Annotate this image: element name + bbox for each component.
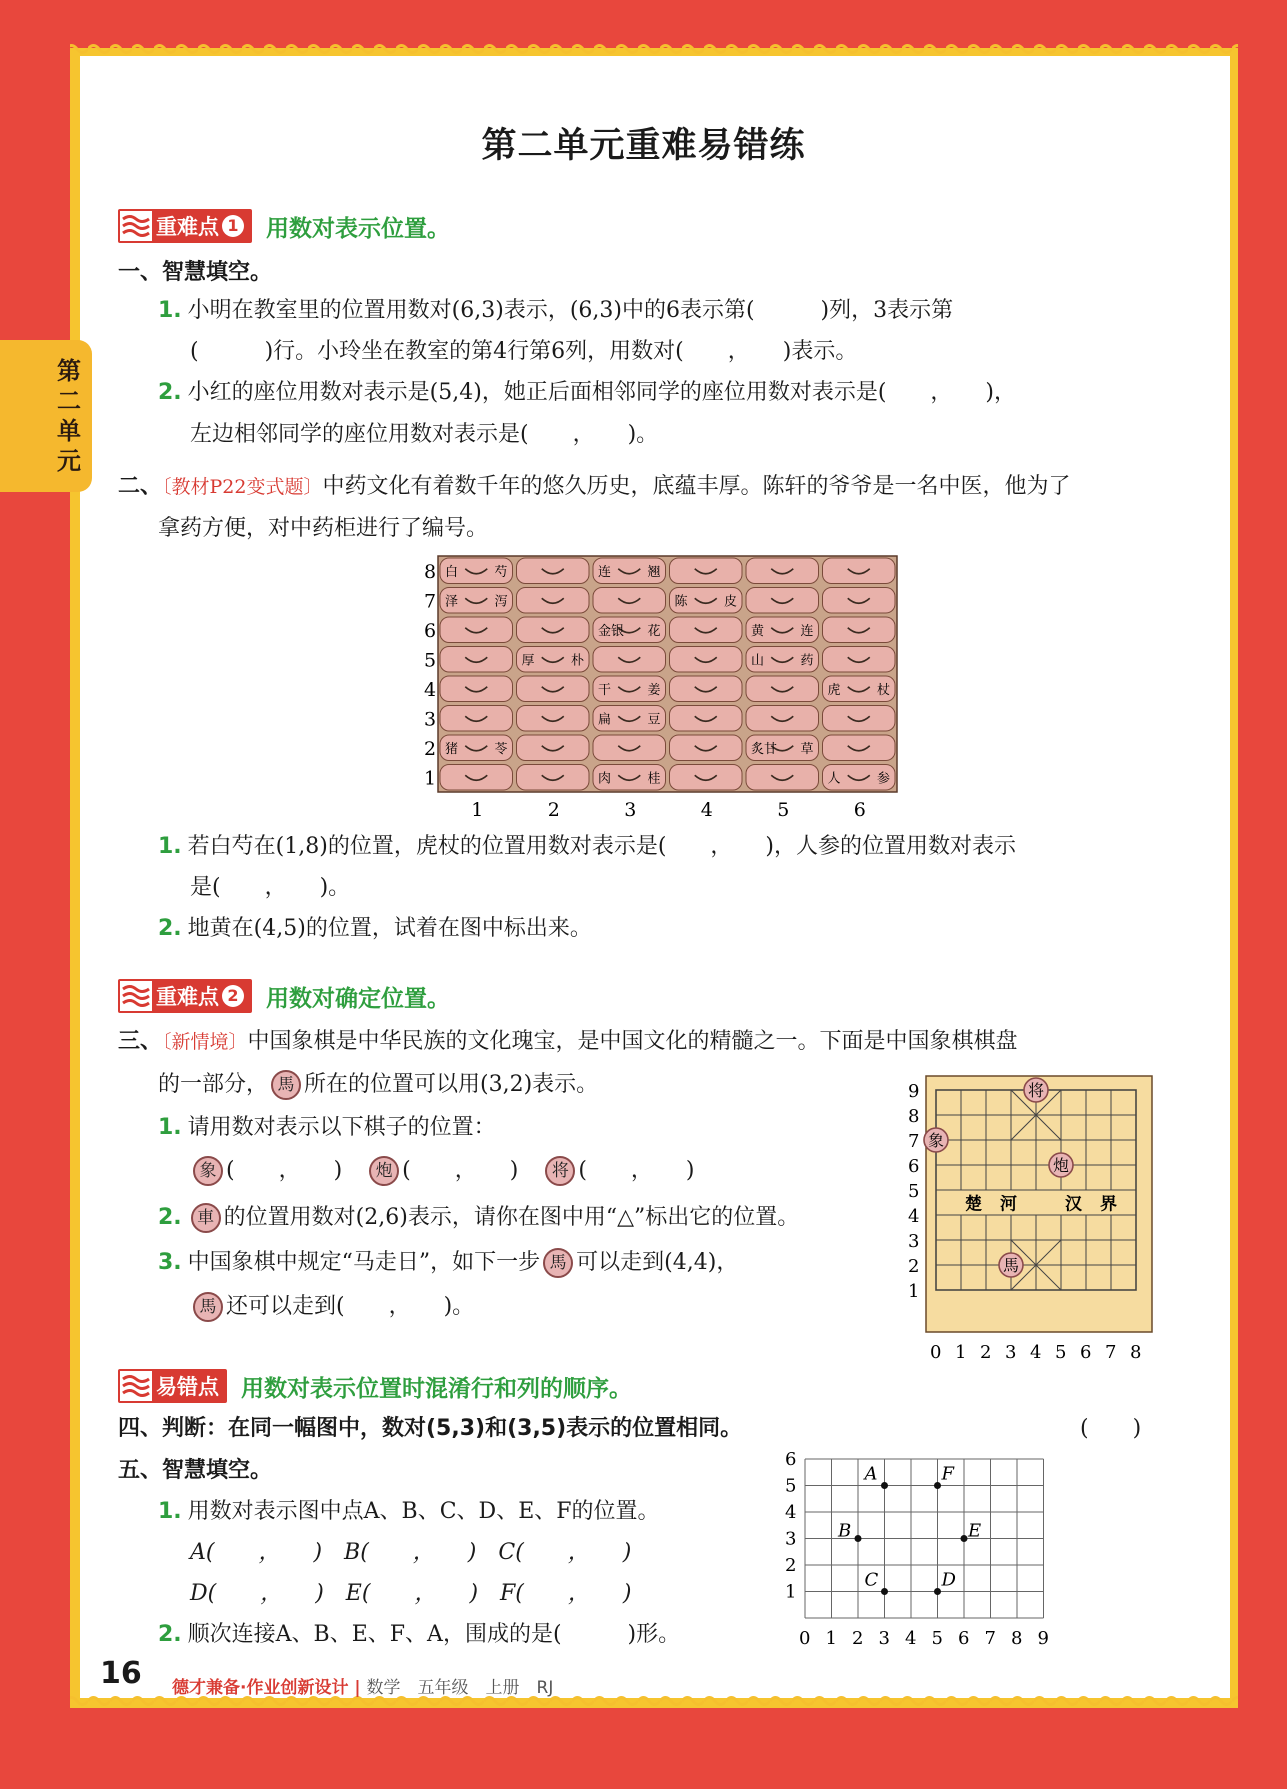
drawer [746, 588, 819, 614]
sec5-q2 [158, 1620, 680, 1650]
page-title: 第二单元重难易错练 [481, 126, 806, 166]
cabinet-col-label: 1 [471, 799, 484, 821]
drawer [670, 706, 743, 732]
river-label: 楚 [965, 1194, 982, 1215]
badge-label: 重难点 [156, 985, 219, 1009]
badge-topic: 用数对确定位置。 [266, 985, 450, 1012]
q-number: 2. [158, 916, 182, 941]
medicine-cabinet-figure [420, 552, 900, 824]
drawer [746, 558, 819, 584]
horse-piece-icon: 馬 [193, 1292, 223, 1322]
chess-y-label: 4 [908, 1206, 920, 1227]
q-number: 2. [158, 1205, 182, 1230]
herb-label-right: 姜 [647, 682, 661, 698]
blank-pair: ( ， ) [402, 1158, 519, 1183]
chess-x-label: 3 [1005, 1342, 1017, 1363]
herb-label-left: 泽 [445, 594, 459, 610]
herb-label-left: 金银 [598, 623, 625, 639]
drawer [670, 617, 743, 643]
grid-point [961, 1535, 968, 1542]
elephant-piece-icon: 象 [193, 1156, 223, 1186]
herb-label-left: 厚 [521, 653, 535, 669]
herb-label-right: 参 [877, 771, 891, 787]
cabinet-row-label: 3 [424, 708, 437, 731]
herb-label-right: 翘 [647, 564, 661, 580]
herb-label-left: 干 [598, 682, 612, 698]
herb-label-left: 猪 [445, 741, 459, 757]
herb-label-right: 芍 [494, 564, 508, 580]
q-number: 1. [158, 834, 182, 859]
grid-point-label: E [968, 1520, 982, 1542]
chess-y-label: 1 [908, 1281, 920, 1302]
grid-x-label: 4 [905, 1628, 917, 1649]
herb-label-right: 苓 [494, 741, 508, 757]
herb-label-left: 人 [827, 771, 841, 787]
footer-subtitle: 数学 五年级 上册 RJ [366, 1678, 554, 1698]
drawer [823, 706, 896, 732]
q-number: 3. [158, 1250, 182, 1275]
cabinet-row-label: 8 [424, 560, 437, 583]
drawer [440, 647, 513, 673]
q-text: 中国象棋中规定“马走日”，如下一步 [187, 1250, 541, 1275]
herb-label-left: 肉 [598, 771, 612, 787]
chess-y-label: 6 [908, 1156, 920, 1177]
chess-piece-label: 将 [1028, 1081, 1045, 1100]
q-text-2: 可以走到(4,4)， [576, 1250, 739, 1275]
chess-x-label: 5 [1055, 1342, 1067, 1363]
grid-x-label: 1 [825, 1628, 837, 1649]
grid-point [934, 1482, 941, 1489]
q-text: 地黄在(4,5)的位置，试着在图中标出来。 [187, 916, 592, 941]
drawer [746, 765, 819, 791]
q-text: 若白芍在(1,8)的位置，虎杖的位置用数对表示是( ， )，人参的位置用数对表示 [187, 834, 1016, 859]
q-number: 1. [158, 1115, 182, 1140]
q-number: 1. [158, 1499, 182, 1524]
q-text: 顺次连接A、B、E、F、A，围成的是( )形。 [187, 1622, 681, 1647]
herb-label-right: 连 [800, 623, 814, 639]
sec3-q2 [158, 1203, 799, 1233]
sec2-q2 [158, 914, 592, 944]
drawer [823, 617, 896, 643]
section-3-intro [118, 1027, 1018, 1057]
sec5-q1-row1: A( ， ) B( ， ) C( ， ) [190, 1540, 632, 1565]
grid-x-label: 6 [958, 1628, 970, 1649]
grid-x-label: 2 [852, 1628, 864, 1649]
intro-text: 中国象棋是中华民族的文化瑰宝，是中国文化的精髓之一。下面是中国象棋棋盘 [247, 1029, 1018, 1054]
grid-x-label: 8 [1011, 1628, 1023, 1649]
chess-piece-label: 炮 [1053, 1156, 1070, 1175]
grid-point [855, 1535, 862, 1542]
q-text: 请用数对表示以下棋子的位置： [187, 1115, 496, 1140]
drawer [670, 735, 743, 761]
grid-x-label: 9 [1037, 1628, 1049, 1649]
chess-x-label: 6 [1080, 1342, 1092, 1363]
drawer [517, 765, 590, 791]
drawer [517, 676, 590, 702]
sec1-q2-line2: 左边相邻同学的座位用数对表示是( ， )。 [190, 422, 659, 447]
badge-topic: 用数对表示位置时混淆行和列的顺序。 [241, 1375, 632, 1402]
herb-label-left: 扁 [598, 712, 612, 728]
sec1-q2 [158, 378, 1016, 408]
sec5-q1 [158, 1497, 660, 1527]
river-label: 汉 [1065, 1194, 1082, 1215]
drawer [440, 706, 513, 732]
unit-side-tab [0, 340, 92, 492]
cabinet-col-label: 6 [853, 799, 866, 821]
section-4-judgement [118, 1414, 742, 1444]
sec1-q1-line2: ( )行。小玲坐在教室的第4行第6列，用数对( ， )表示。 [190, 339, 858, 364]
q-number: 2. [158, 1622, 182, 1647]
intro-text: 中药文化有着数千年的悠久历史，底蕴丰厚。陈轩的爷爷是一名中医，他为了 [322, 474, 1071, 499]
section-1-heading: 一、智慧填空。 [118, 260, 273, 285]
grid-point-label: A [864, 1463, 878, 1485]
drawer [746, 676, 819, 702]
section-5-heading: 五、智慧填空。 [118, 1458, 273, 1483]
grid-x-label: 7 [984, 1628, 996, 1649]
q-text: 小明在教室里的位置用数对(6,3)表示，(6,3)中的6表示第( )列，3表示第 [187, 298, 954, 323]
cabinet-col-label: 5 [777, 799, 790, 821]
cannon-piece-icon: 炮 [369, 1156, 399, 1186]
cabinet-row-label: 2 [424, 737, 437, 760]
sec2-q1 [158, 832, 1016, 862]
drawer [440, 676, 513, 702]
page-number: 16 [100, 1656, 142, 1691]
grid-point [934, 1588, 941, 1595]
side-tab-label: 第二单元 [57, 357, 81, 475]
cabinet-col-label: 3 [624, 799, 637, 821]
herb-label-right: 豆 [647, 712, 661, 728]
grid-point [881, 1482, 888, 1489]
drawer [823, 588, 896, 614]
grid-y-label: 2 [785, 1555, 797, 1576]
q-number: 2. [158, 380, 182, 405]
grid-y-label: 6 [785, 1452, 797, 1470]
chess-x-label: 0 [930, 1342, 942, 1363]
q-text: 小红的座位用数对表示是(5,4)，她正后面相邻同学的座位用数对表示是( ， )， [187, 380, 1016, 405]
herb-label-left: 炙甘 [751, 741, 778, 757]
drawer [517, 735, 590, 761]
judgement-answer-blank: ( ) [1080, 1416, 1142, 1441]
drawer [593, 588, 666, 614]
drawer [746, 706, 819, 732]
intro-text-b: 所在的位置可以用(3,2)表示。 [304, 1072, 599, 1097]
drawer [670, 647, 743, 673]
drawer [517, 588, 590, 614]
q-text: 还可以走到( ， )。 [226, 1294, 475, 1319]
grid-y-label: 5 [785, 1475, 797, 1497]
sec1-q1 [158, 296, 953, 326]
badge-label: 重难点 [156, 215, 219, 239]
herb-label-left: 陈 [674, 594, 688, 610]
badge-number: 1 [222, 215, 244, 237]
chess-y-label: 7 [908, 1131, 920, 1152]
cabinet-row-label: 6 [424, 619, 437, 642]
cabinet-col-label: 4 [700, 799, 713, 821]
chess-y-label: 8 [908, 1106, 920, 1127]
intro-text-a: 的一部分， [158, 1072, 269, 1097]
grid-point-label: B [838, 1520, 852, 1542]
footer-brand: 德才兼备·作业创新设计 | 数学 五年级 上册 RJ [172, 1678, 554, 1698]
general-piece-icon: 将 [545, 1156, 575, 1186]
chess-piece-label: 象 [928, 1131, 945, 1150]
source-tag: 〔教材P22变式题〕 [162, 476, 323, 498]
sec3-q1 [158, 1113, 496, 1143]
chess-y-label: 5 [908, 1181, 920, 1202]
drawer [670, 558, 743, 584]
drawer [823, 647, 896, 673]
section-3-intro-line2 [158, 1070, 598, 1100]
drawer [440, 765, 513, 791]
chess-board-figure [888, 1070, 1158, 1366]
grid-point-label: F [941, 1463, 954, 1485]
grid-y-label: 3 [785, 1528, 797, 1550]
badge-number: 2 [222, 985, 244, 1007]
herb-label-right: 泻 [494, 594, 508, 610]
river-label: 界 [1100, 1194, 1117, 1215]
horse-piece-icon: 馬 [271, 1070, 301, 1100]
coordinate-grid-figure [775, 1452, 1075, 1652]
grid-y-label: 1 [785, 1581, 797, 1603]
drawer [670, 765, 743, 791]
chariot-piece-icon: 車 [191, 1203, 221, 1233]
source-tag: 〔新情境〕 [162, 1031, 248, 1053]
herb-label-left: 白 [445, 564, 459, 580]
sec3-q3-line2 [190, 1292, 474, 1322]
chess-y-label: 2 [908, 1256, 920, 1277]
sec2-q1-line2: 是( ， )。 [190, 875, 351, 900]
q-text: 用数对表示图中点A、B、C、D、E、F的位置。 [187, 1499, 660, 1524]
drawer [517, 558, 590, 584]
cabinet-row-label: 1 [424, 767, 437, 790]
sec5-q1-row2: D( ， ) E( ， ) F( ， ) [190, 1581, 632, 1606]
q-number: 1. [158, 298, 182, 323]
chess-y-label: 9 [908, 1081, 920, 1102]
section-2-intro [118, 472, 1071, 502]
section-prefix: 三、 [118, 1029, 163, 1054]
badge-label: 易错点 [156, 1375, 219, 1399]
drawer [593, 735, 666, 761]
grid-x-label: 5 [931, 1628, 943, 1649]
grid-x-label: 0 [799, 1628, 811, 1649]
grid-point [881, 1588, 888, 1595]
herb-label-left: 连 [598, 564, 612, 580]
brand-text: 德才兼备·作业创新设计 [172, 1678, 349, 1698]
q-text: 的位置用数对(2,6)表示，请你在图中用“△”标出它的位置。 [223, 1205, 800, 1230]
horse-piece-icon: 馬 [543, 1248, 573, 1278]
key-point-1-badge [118, 210, 450, 242]
grid-x-label: 3 [878, 1628, 890, 1649]
grid-point-label: C [864, 1569, 879, 1591]
herb-label-left: 虎 [827, 682, 841, 698]
herb-label-right: 杖 [877, 682, 891, 698]
grid-point-label: D [941, 1569, 956, 1591]
herb-label-right: 皮 [724, 594, 738, 610]
herb-label-right: 草 [800, 741, 814, 757]
herb-label-right: 花 [647, 623, 661, 639]
drawer [593, 647, 666, 673]
sec3-q1-answers [190, 1156, 695, 1186]
river-label: 河 [1000, 1194, 1017, 1215]
common-mistake-badge [118, 1370, 632, 1402]
herb-label-left: 黄 [751, 623, 765, 639]
grid-y-label: 4 [785, 1502, 797, 1523]
cabinet-row-label: 7 [424, 590, 437, 613]
sec3-q3 [158, 1248, 738, 1278]
herb-label-left: 山 [751, 653, 765, 669]
drawer [823, 735, 896, 761]
herb-label-right: 桂 [647, 771, 661, 787]
drawer [517, 706, 590, 732]
key-point-2-badge [118, 980, 450, 1012]
chess-x-label: 8 [1130, 1342, 1142, 1363]
chess-piece-label: 馬 [1003, 1256, 1020, 1275]
chess-x-label: 7 [1105, 1342, 1117, 1363]
herb-label-right: 药 [800, 653, 814, 669]
cabinet-row-label: 5 [424, 649, 437, 672]
section-prefix: 二、 [118, 474, 163, 499]
drawer [517, 617, 590, 643]
cabinet-row-label: 4 [424, 678, 437, 701]
board-background [926, 1076, 1152, 1332]
wave-icon [120, 981, 152, 1011]
drawer [440, 617, 513, 643]
wave-icon [120, 211, 152, 241]
chess-y-label: 3 [908, 1231, 920, 1252]
cabinet-col-label: 2 [547, 799, 560, 821]
chess-x-label: 1 [955, 1342, 967, 1363]
drawer [670, 676, 743, 702]
herb-label-right: 朴 [571, 653, 585, 669]
chess-x-label: 4 [1030, 1342, 1042, 1363]
wave-icon [120, 1371, 152, 1401]
judgement-text: 四、判断：在同一幅图中，数对(5,3)和(3,5)表示的位置相同。 [118, 1416, 743, 1441]
badge-topic: 用数对表示位置。 [266, 215, 450, 242]
chess-x-label: 2 [980, 1342, 992, 1363]
section-2-intro-line2: 拿药方便，对中药柜进行了编号。 [158, 516, 489, 541]
blank-pair: ( ， ) [226, 1158, 343, 1183]
blank-pair: ( ， ) [578, 1158, 695, 1183]
drawer [823, 558, 896, 584]
